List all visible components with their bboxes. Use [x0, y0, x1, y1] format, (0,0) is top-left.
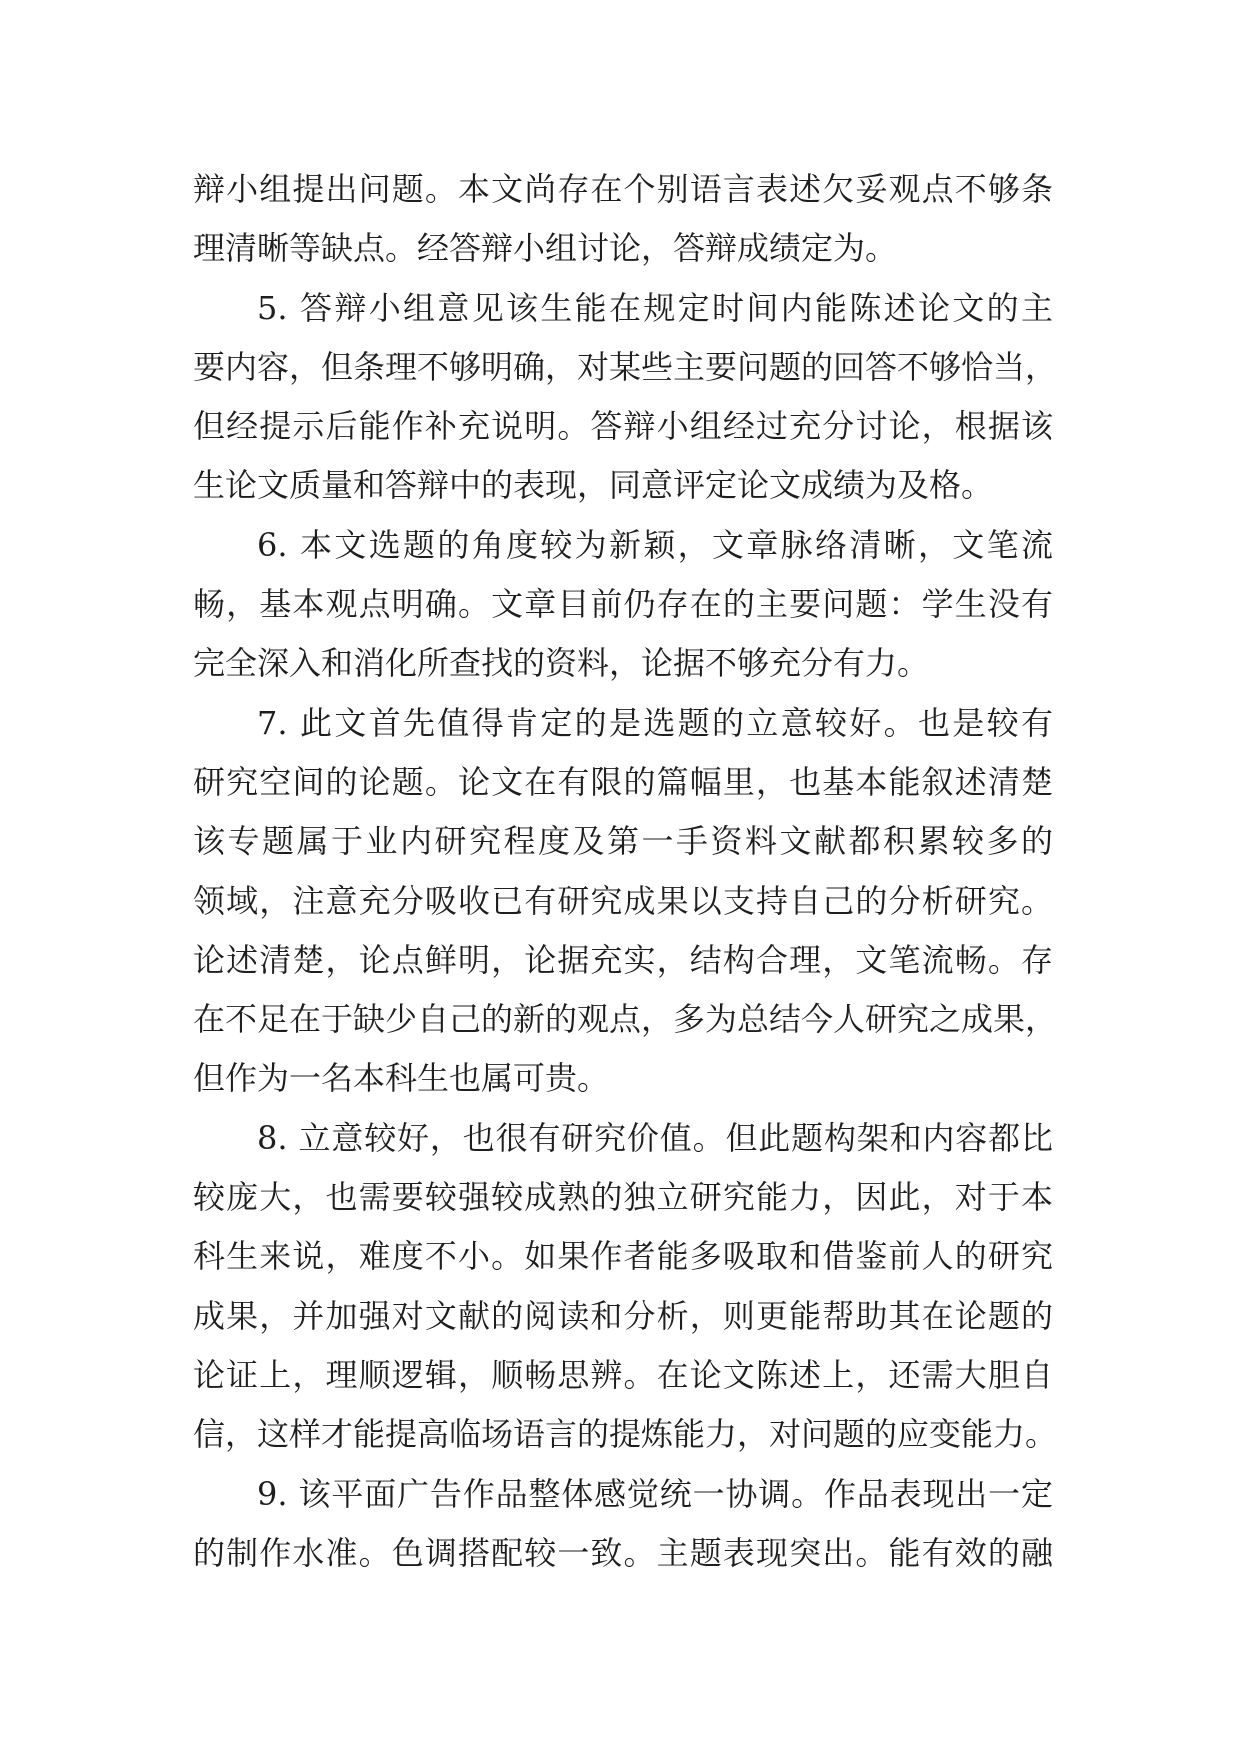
text-line: 在不足在于缺少自己的新的观点，多为总结今人研究之成果， [193, 1000, 1058, 1039]
text-line: 但经提示后能作补充说明。答辩小组经过充分讨论，根据该 [193, 407, 1053, 446]
text-line: 完全深入和消化所查找的资料，论据不够充分有力。 [193, 644, 930, 683]
text-line: 理清晰等缺点。经答辩小组讨论，答辩成绩定为。 [193, 229, 898, 268]
text-line: 研究空间的论题。论文在有限的篇幅里，也基本能叙述清楚 [193, 762, 1053, 801]
text-line: 较庞大，也需要较强较成熟的独立研究能力，因此，对于本 [193, 1178, 1053, 1217]
document-body [193, 160, 1058, 1583]
text-line: 的制作水准。色调搭配较一致。主题表现突出。能有效的融 [193, 1533, 1053, 1572]
text-line: 畅，基本观点明确。文章目前仍存在的主要问题：学生没有 [193, 585, 1053, 624]
text-line: 领域，注意充分吸收已有研究成果以支持自己的分析研究。 [193, 881, 1053, 920]
text-line: 6. 本文选题的角度较为新颖，文章脉络清晰，文笔流 [257, 525, 1053, 564]
text-line: 该专题属于业内研究程度及第一手资料文献都积累较多的 [193, 822, 1053, 861]
text-line: 8. 立意较好，也很有研究价值。但此题构架和内容都比 [257, 1118, 1053, 1157]
text-line: 科生来说，难度不小。如果作者能多吸取和借鉴前人的研究 [193, 1237, 1053, 1276]
text-line: 信，这样才能提高临场语言的提炼能力，对问题的应变能力。 [193, 1415, 1058, 1454]
text-line: 成果，并加强对文献的阅读和分析，则更能帮助其在论题的 [193, 1296, 1053, 1335]
text-line: 生论文质量和答辩中的表现，同意评定论文成绩为及格。 [193, 466, 994, 505]
text-line: 但作为一名本科生也属可贵。 [193, 1059, 610, 1098]
text-line: 5. 答辩小组意见该生能在规定时间内能陈述论文的主 [257, 288, 1053, 327]
text-line: 论证上，理顺逻辑，顺畅思辨。在论文陈述上，还需大胆自 [193, 1355, 1053, 1394]
text-line: 要内容，但条理不够明确，对某些主要问题的回答不够恰当， [193, 347, 1058, 386]
text-line: 论述清楚，论点鲜明，论据充实，结构合理，文笔流畅。存 [193, 940, 1053, 979]
text-line: 9. 该平面广告作品整体感觉统一协调。作品表现出一定 [257, 1474, 1053, 1513]
text-line: 辩小组提出问题。本文尚存在个别语言表述欠妥观点不够条 [193, 170, 1053, 208]
text-line: 7. 此文首先值得肯定的是选题的立意较好。也是较有 [257, 703, 1053, 742]
